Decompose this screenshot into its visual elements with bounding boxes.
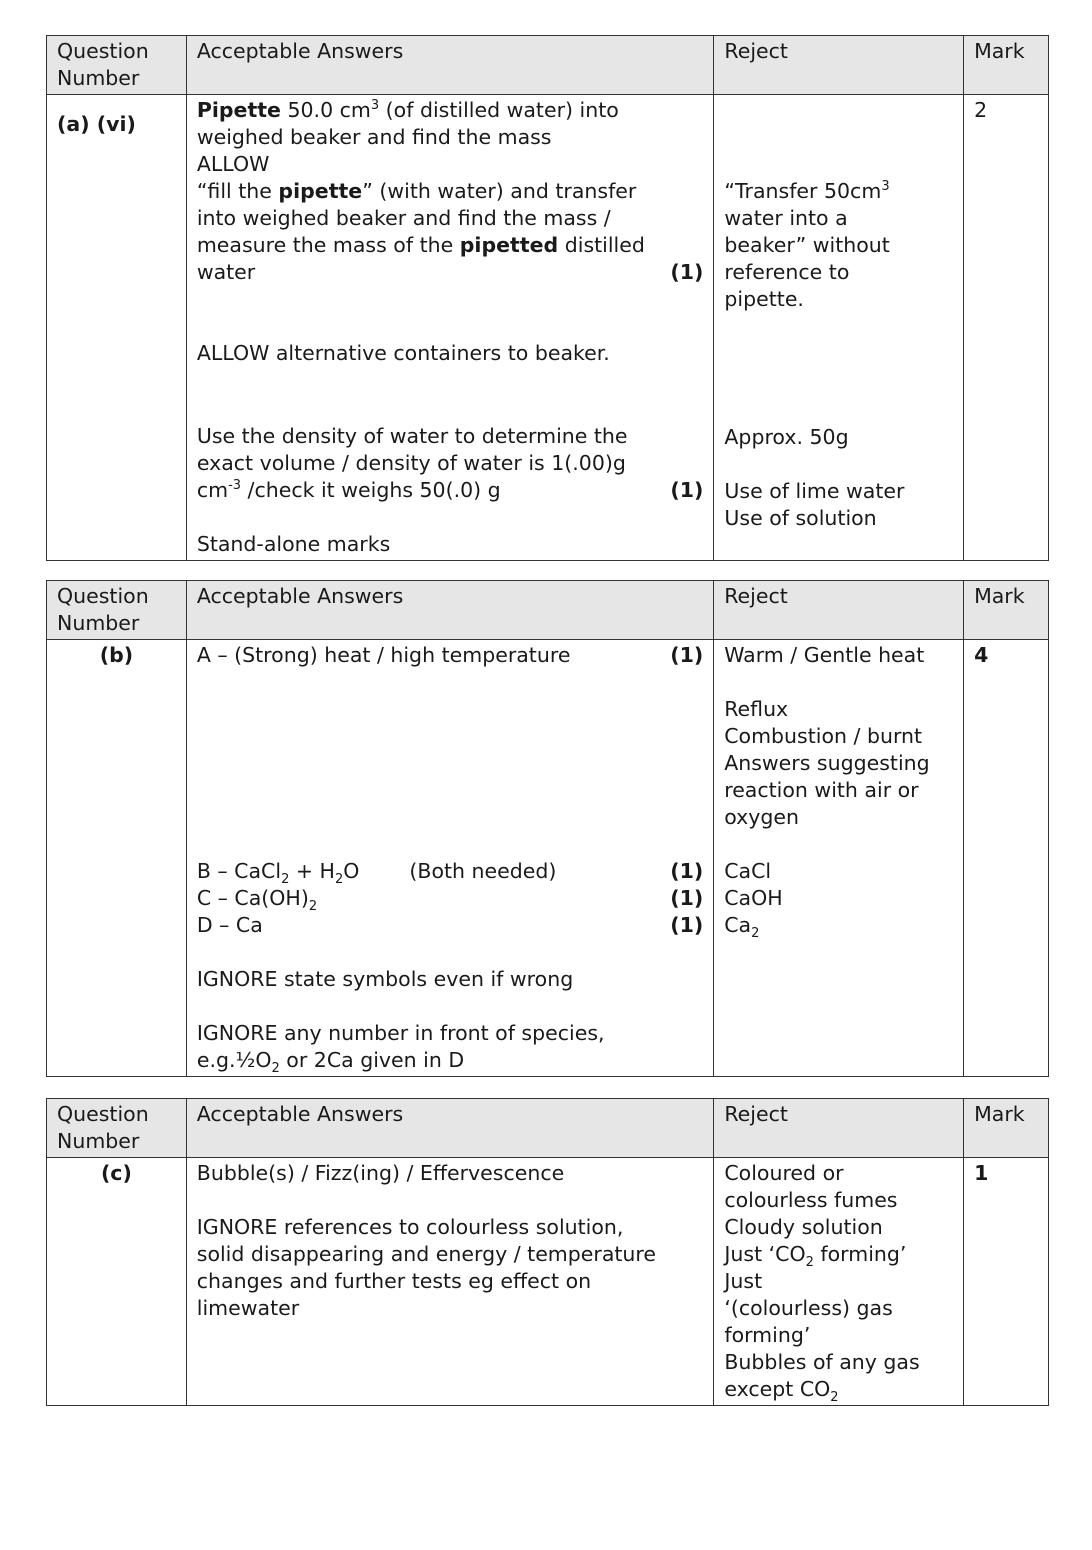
answer-line: limewater xyxy=(196,1296,300,1320)
header-mark: Mark xyxy=(964,1099,1049,1158)
answer-line: IGNORE state symbols even if wrong xyxy=(196,967,574,991)
header-acceptable-answers: Acceptable Answers xyxy=(186,581,713,640)
header-row xyxy=(47,581,1049,640)
question-number: (b) xyxy=(47,640,187,1077)
reject-line: Combustion / burnt xyxy=(724,724,923,748)
reject-line: pipette. xyxy=(724,287,804,311)
reject-line: Bubbles of any gas xyxy=(724,1350,920,1374)
header-row xyxy=(47,36,1049,95)
reject-line: “Transfer $50cm^3$ xyxy=(724,179,890,203)
answer-row xyxy=(47,640,1049,1077)
reject-cell xyxy=(714,95,964,561)
reject-line: oxygen xyxy=(724,805,800,829)
reject-line: Use of lime water xyxy=(724,479,905,503)
reject-line: Reflux xyxy=(724,697,789,721)
reject-line: Just ‘$CO_2$ forming’ xyxy=(724,1242,907,1271)
question-number-cell xyxy=(47,95,187,561)
answer-line: weighed beaker and find the mass xyxy=(196,125,552,149)
answer-line: C – $Ca(OH)_2$ (1) xyxy=(196,886,704,915)
answer-line: solid disappearing and energy / temperature xyxy=(196,1242,657,1266)
mark-indicator: (1) xyxy=(670,913,704,937)
question-number: (c) xyxy=(47,1158,187,1406)
reject-line: Cloudy solution xyxy=(724,1215,883,1239)
answer-line: IGNORE references to colourless solution, xyxy=(196,1215,624,1239)
header-acceptable-answers: Acceptable Answers xyxy=(186,36,714,95)
mark-indicator: (1) xyxy=(670,643,704,667)
reject-line: reference to xyxy=(724,260,850,284)
mark-indicator: (1) xyxy=(670,260,704,284)
question-number: (a) (vi) xyxy=(57,112,136,136)
reject-line: Use of solution xyxy=(724,506,877,530)
mark-scheme-table-a xyxy=(46,35,1049,561)
reject-line: beaker” without xyxy=(724,233,890,257)
reject-line: CaCl xyxy=(724,859,772,883)
answer-line: “fill the pipette” (with water) and transfer xyxy=(196,179,637,203)
mark-indicator: (1) xyxy=(670,478,704,502)
header-mark: Mark xyxy=(964,581,1049,640)
reject-line: except $CO_2$ xyxy=(724,1377,839,1406)
reject-line: Coloured or xyxy=(724,1161,844,1185)
mark-indicator: (1) xyxy=(670,886,704,910)
header-reject: Reject xyxy=(714,581,964,640)
acceptable-answers-cell xyxy=(186,95,714,561)
answer-line: A – (Strong) heat / high temperature (1) xyxy=(196,643,704,667)
header-acceptable-answers: Acceptable Answers xyxy=(186,1099,714,1158)
mark-scheme-table-c xyxy=(46,1098,1049,1406)
mark-cell: 1 xyxy=(964,1158,1049,1406)
answer-line: $cm^{-3}$ /check it weighs 50(.0) g (1) xyxy=(196,478,704,502)
answer-line: Bubble(s) / Fizz(ing) / Effervescence xyxy=(196,1161,565,1185)
header-row xyxy=(47,1099,1049,1158)
answer-line: ALLOW xyxy=(196,152,270,176)
answer-line: Stand-alone marks xyxy=(196,532,391,556)
answer-line: D – Ca (1) xyxy=(196,913,704,937)
header-mark: Mark xyxy=(964,36,1049,95)
answer-line: measure the mass of the pipetted distilled xyxy=(196,233,645,257)
header-question-number: Question Number xyxy=(47,581,187,640)
mark-scheme-table-b xyxy=(46,580,1049,1077)
mark-cell: 2 xyxy=(964,95,1049,561)
acceptable-answers-cell xyxy=(186,640,713,1077)
answer-row xyxy=(47,1158,1049,1406)
acceptable-answers-cell xyxy=(186,1158,714,1406)
header-question-number: Question Number xyxy=(47,36,187,95)
header-reject: Reject xyxy=(714,1099,964,1158)
reject-cell xyxy=(714,1158,964,1406)
answer-line: changes and further tests eg effect on xyxy=(196,1269,592,1293)
answer-line: B – CaCl$_2$ + $H_2O$ (Both needed) (1) xyxy=(196,859,704,888)
answer-row xyxy=(47,95,1049,561)
answer-line: exact volume / density of water is 1(.00)g xyxy=(196,451,626,475)
header-question-number: Question Number xyxy=(47,1099,187,1158)
header-reject: Reject xyxy=(714,36,964,95)
reject-cell xyxy=(714,640,964,1077)
reject-line: CaOH xyxy=(724,886,783,910)
answer-line: water (1) xyxy=(196,260,704,284)
answer-line: into weighed beaker and find the mass / xyxy=(196,206,611,230)
answer-line: ALLOW alternative containers to beaker. xyxy=(196,341,610,365)
reject-line: ‘(colourless) gas xyxy=(724,1296,893,1320)
reject-line: water into a xyxy=(724,206,848,230)
answer-line: IGNORE any number in front of species, xyxy=(196,1021,605,1045)
mark-cell: 4 xyxy=(964,640,1049,1077)
mark-indicator: (1) xyxy=(670,859,704,883)
reject-line: forming’ xyxy=(724,1323,811,1347)
reject-line: reaction with air or xyxy=(724,778,919,802)
reject-line: $Ca_2$ xyxy=(724,913,760,942)
reject-line: Just xyxy=(724,1269,763,1293)
reject-line: Approx. 50g xyxy=(724,425,849,449)
answer-line: Pipette 50.0 $cm^3$ (of distilled water) into xyxy=(196,98,619,122)
answer-line: $e.g.\frac{1}{2}O_2$ or 2Ca given in D xyxy=(196,1048,465,1077)
reject-line: colourless fumes xyxy=(724,1188,898,1212)
reject-line: Warm / Gentle heat xyxy=(724,643,925,667)
answer-line: Use the density of water to determine the xyxy=(196,424,628,448)
reject-line: Answers suggesting xyxy=(724,751,930,775)
